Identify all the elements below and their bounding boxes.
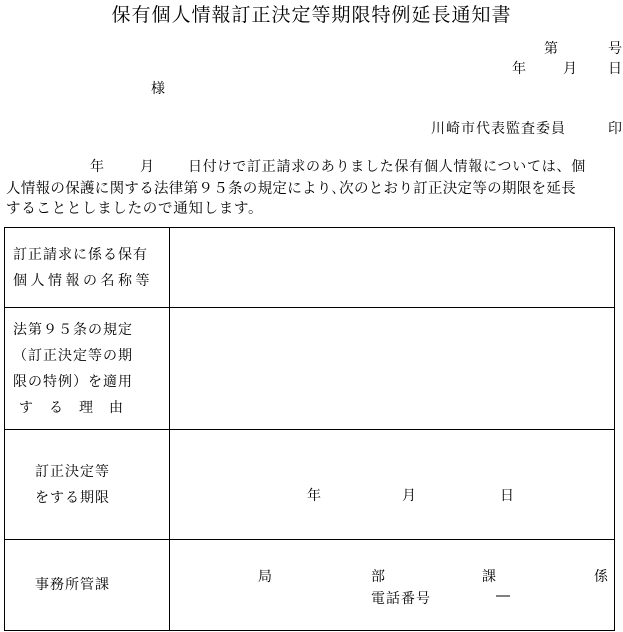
row1-label-line1: 訂正請求に係る保有 bbox=[13, 246, 148, 263]
office-department: 部 bbox=[371, 569, 385, 585]
table-row bbox=[5, 308, 615, 430]
row1-label-line2: 個人情報の名称等 bbox=[13, 272, 153, 289]
issue-year: 年 bbox=[512, 61, 526, 77]
row4-label bbox=[5, 540, 170, 631]
deadline-month: 月 bbox=[402, 487, 416, 504]
row3-label-line2: をする期限 bbox=[35, 489, 110, 506]
table-row bbox=[5, 430, 615, 540]
row3-label-line1: 訂正決定等 bbox=[35, 463, 110, 480]
row3-value bbox=[170, 430, 615, 540]
row4-label-text: 事務所管課 bbox=[35, 577, 110, 593]
row1-label bbox=[5, 228, 170, 308]
issue-month: 月 bbox=[563, 61, 577, 77]
office-section: 課 bbox=[482, 569, 496, 585]
body-line3: することとしましたので通知します。 bbox=[6, 201, 264, 217]
notice-table bbox=[4, 227, 615, 631]
office-unit: 係 bbox=[594, 569, 608, 585]
document-title: 保有個人情報訂正決定等期限特例延長通知書 bbox=[111, 4, 512, 26]
phone-dash: ― bbox=[496, 588, 510, 604]
issuer-name: 川崎市代表監査委員 bbox=[431, 121, 566, 137]
body-line2: 人情報の保護に関する法律第９５条の規定により､次のとおり訂正決定等の期限を延長 bbox=[6, 181, 576, 197]
body-year: 年 bbox=[90, 159, 104, 175]
row1-value bbox=[170, 228, 615, 308]
body-month: 月 bbox=[140, 159, 154, 175]
number-suffix: 号 bbox=[608, 41, 622, 57]
row2-label-line4: す る 理 由 bbox=[19, 399, 124, 416]
issue-day: 日 bbox=[608, 61, 622, 77]
row2-label-line3: 限の特例）を適用 bbox=[13, 373, 133, 390]
phone-label: 電話番号 bbox=[371, 591, 431, 607]
row2-label-line1: 法第９５条の規定 bbox=[13, 321, 133, 338]
office-bureau: 局 bbox=[258, 569, 272, 585]
addressee-suffix: 様 bbox=[151, 81, 165, 97]
deadline-day: 日 bbox=[500, 487, 514, 504]
row3-label bbox=[5, 430, 170, 540]
row2-label bbox=[5, 308, 170, 430]
number-prefix: 第 bbox=[544, 41, 558, 57]
deadline-year: 年 bbox=[307, 487, 321, 504]
seal-mark: 印 bbox=[608, 121, 622, 137]
body-line1: 日付けで訂正請求のありました保有個人情報については、個 bbox=[188, 159, 586, 175]
table-row bbox=[5, 228, 615, 308]
row2-value bbox=[170, 308, 615, 430]
table-row bbox=[5, 540, 615, 631]
row2-label-line2: （訂正決定等の期 bbox=[13, 347, 133, 364]
row4-value bbox=[170, 540, 615, 631]
